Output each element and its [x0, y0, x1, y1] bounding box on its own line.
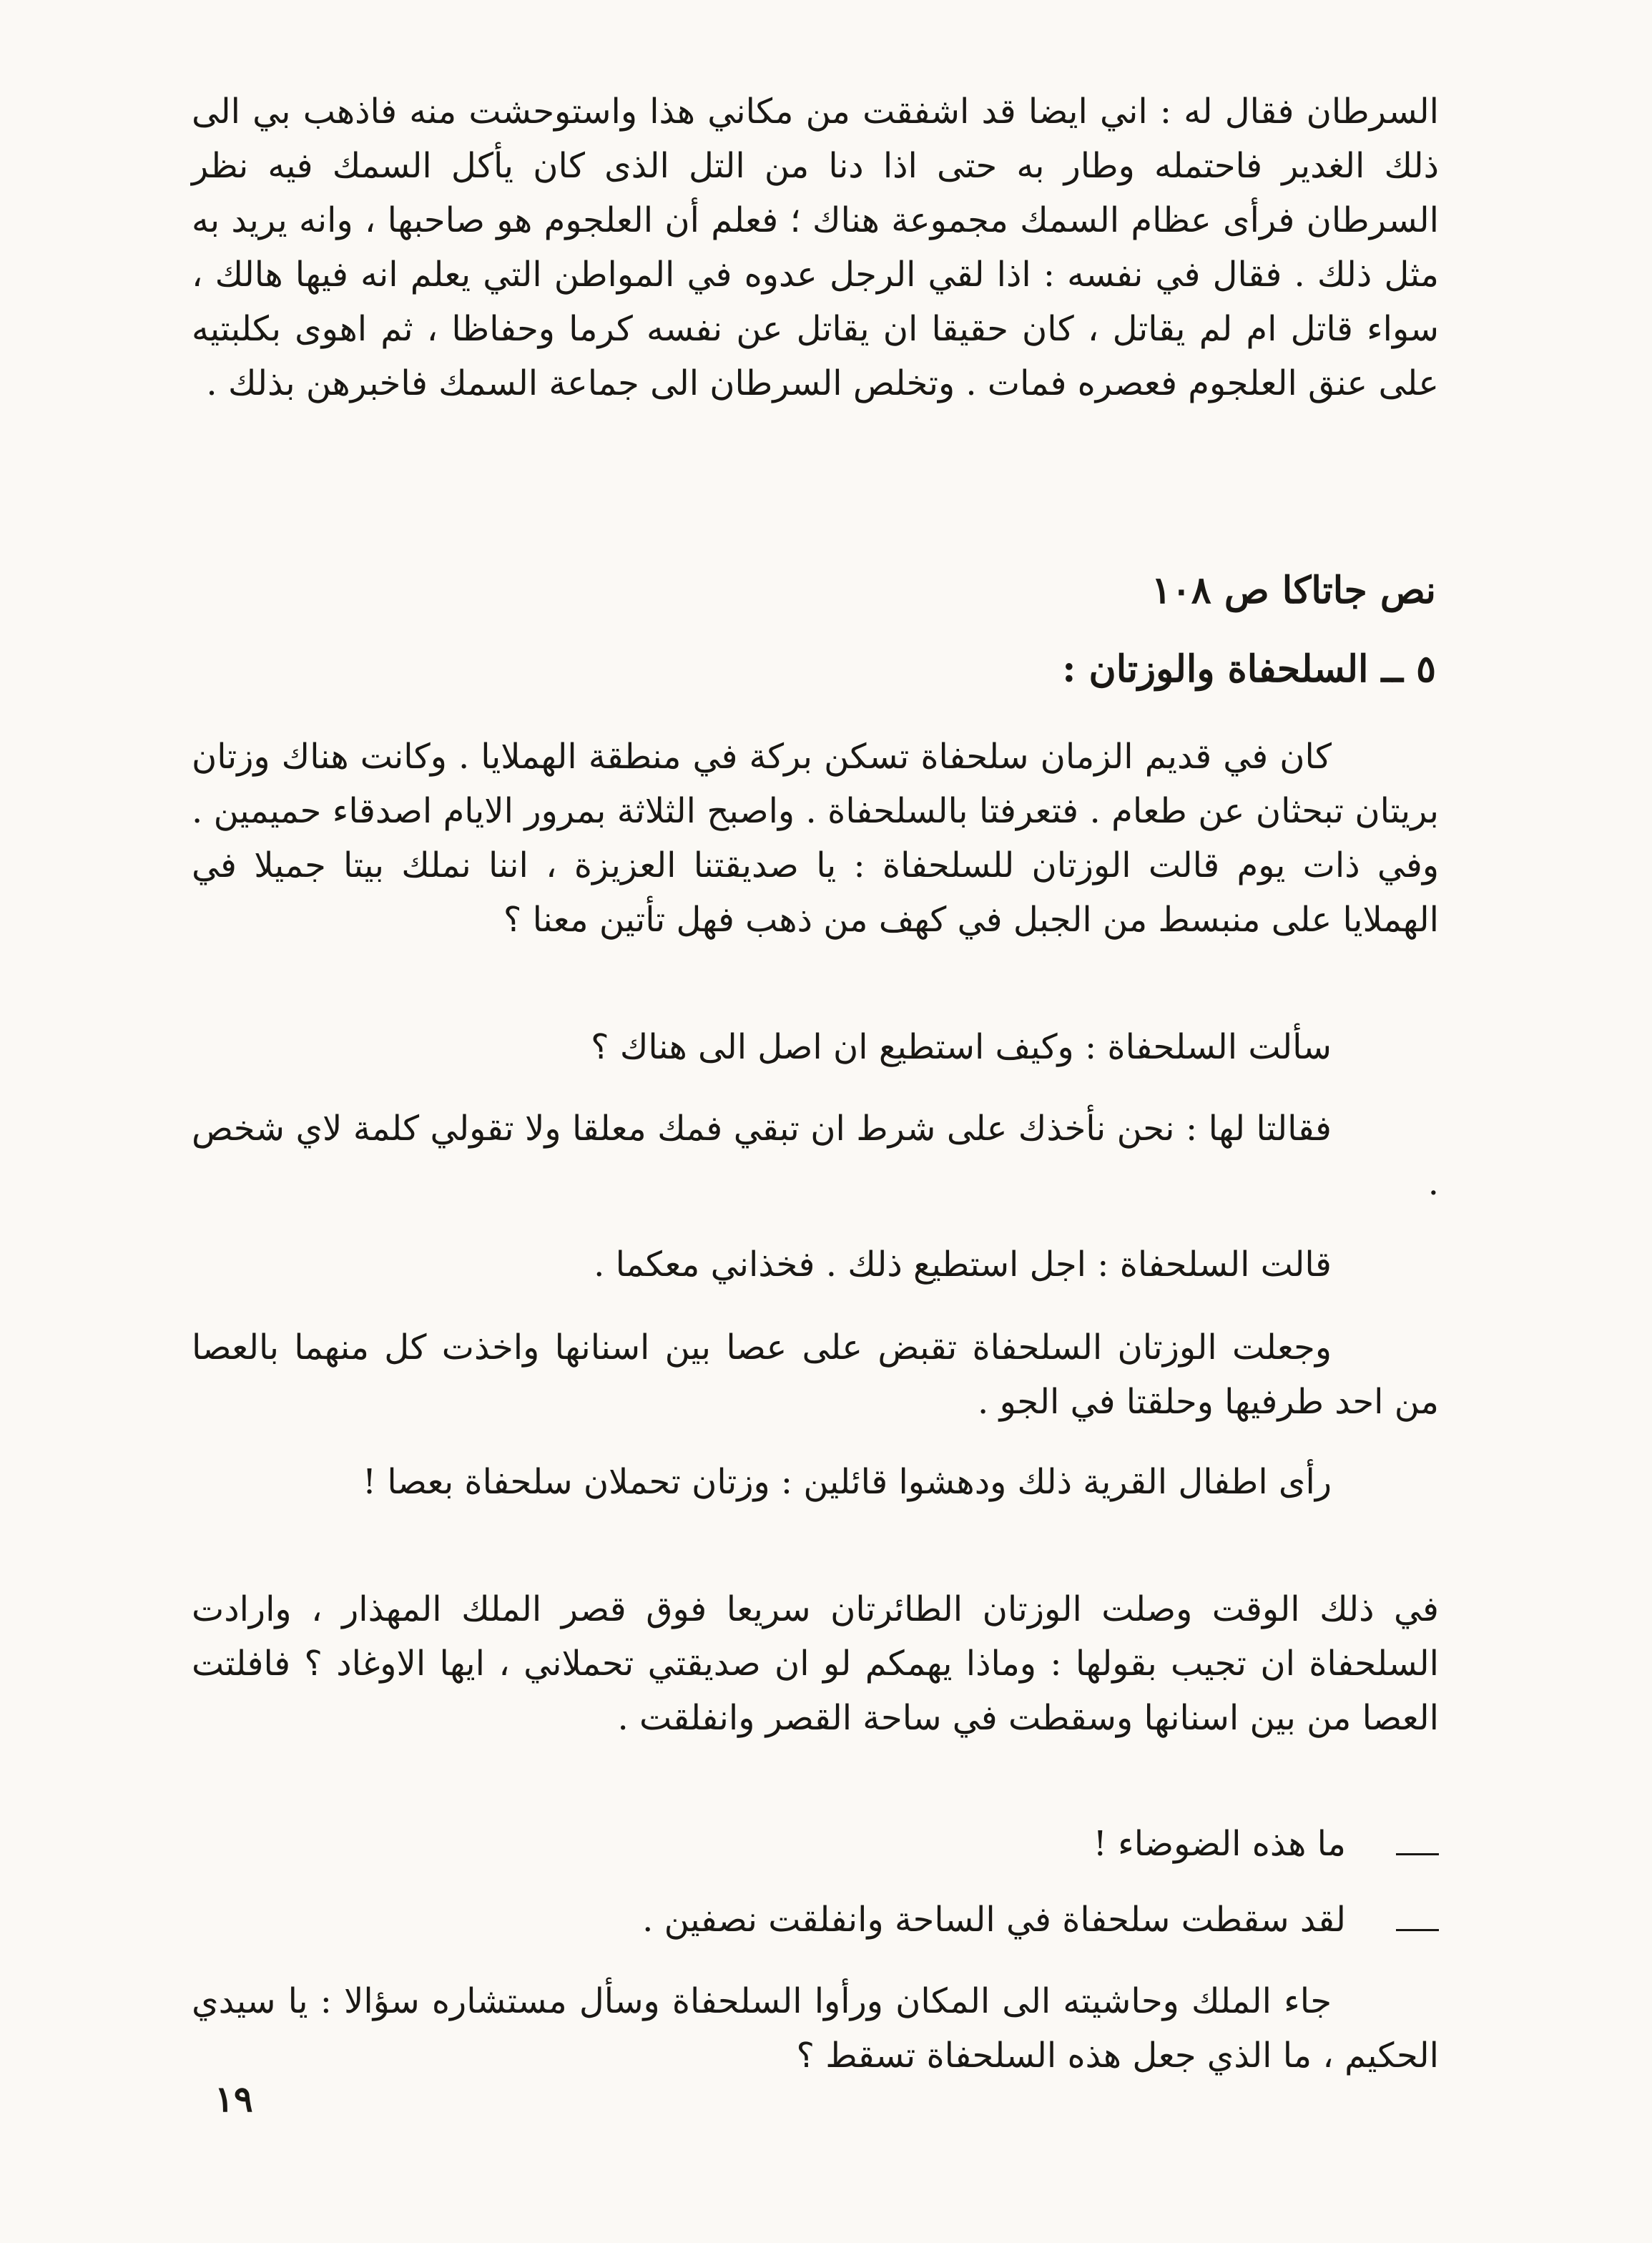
dialogue-line-1: [192, 1817, 1439, 1871]
paragraph-tortoise-question: سألت السلحفاة : وكيف استطيع ان اصل الى هناك ؟: [591, 1027, 1332, 1067]
story-title-heading: ٥ ــ السلحفاة والوزتان :: [1062, 647, 1436, 691]
paragraph-king-arrives: جاء الملك وحاشيته الى المكان ورأوا السلحفاة وسأل مستشاره سؤالا : يا سيدي الحكيم ، ما الذي جعل هذه السلحفاة تسقط ؟: [192, 1981, 1439, 2076]
paragraph-tortoise-falls: في ذلك الوقت وصلت الوزتان الطائرتان سريعا فوق قصر الملك المهذار ، وارادت السلحفاة ان تجيب بقولها : وماذا يهمكم لو ان صديقتي تحملاني ، ايها الاوغاد ؟ فافلتت العصا من بين اسنانها وسقطت في ساحة القصر وانفلقت .: [192, 1589, 1440, 1738]
dialogue-dash: [1396, 1827, 1439, 1855]
paragraph-flight: وجعلت الوزتان السلحفاة تقبض على عصا بين اسنانها واخذت كل منهما بالعصا من احد طرفيها وحلقتا في الجو .: [192, 1327, 1439, 1422]
dialogue-text-2: لقد سقطت سلحفاة في الساحة وانفلقت نصفين .: [642, 1900, 1346, 1940]
paragraph-geese-condition: فقالتا لها : نحن نأخذك على شرط ان تبقي فمك معلقا ولا تقولي كلمة لاي شخص .: [192, 1109, 1439, 1203]
paragraph-crab-story-ending: السرطان فقال له : اني ايضا قد اشفقت من مكاني هذا واستوحشت منه فاذهب بي الى ذلك الغدير فاحتمله وطار به حتى اذا دنا من التل الذى كان يأكل السمك فيه نظر السرطان فرأى عظام السمك مجموعة هناك ؛ فعلم أن العلجوم هو صاحبها ، وانه يريد به مثل ذلك . فقال في نفسه : اذا لقي الرجل عدوه في المواطن التي يعلم انه فيها هالك ، سواء قاتل ام لم يقاتل ، كان حقيقا ان يقاتل عن نفسه كرما وحفاظا ، ثم اهوى بكلبتيه على عنق العلجوم فعصره فمات . وتخلص السرطان الى جماعة السمك فاخبرهن بذلك .: [192, 92, 1440, 403]
dialogue-line-2: [192, 1893, 1439, 1947]
page-number: ١٩: [215, 2078, 253, 2120]
source-heading: نص جاتاكا ص ١٠٨: [1151, 569, 1436, 612]
dialogue-text-1: ما هذه الضوضاء !: [1093, 1824, 1346, 1864]
paragraph-tortoise-agrees: قالت السلحفاة : اجل استطيع ذلك . فخذاني معكما .: [594, 1245, 1332, 1285]
paragraph-village-children: رأى اطفال القرية ذلك ودهشوا قائلين : وزتان تحملان سلحفاة بعصا !: [362, 1462, 1332, 1502]
dialogue-dash: [1396, 1903, 1439, 1931]
paragraph-story-intro: كان في قديم الزمان سلحفاة تسكن بركة في منطقة الهملايا . وكانت هناك وزتان بريتان تبحثان عن طعام . فتعرفتا بالسلحفاة . واصبح الثلاثة بمرور الايام اصدقاء حميمين . وفي ذات يوم قالت الوزتان للسلحفاة : يا صديقتنا العزيزة ، اننا نملك بيتا جميلا في الهملايا على منبسط من الجبل في كهف من ذهب فهل تأتين معنا ؟: [192, 737, 1439, 940]
